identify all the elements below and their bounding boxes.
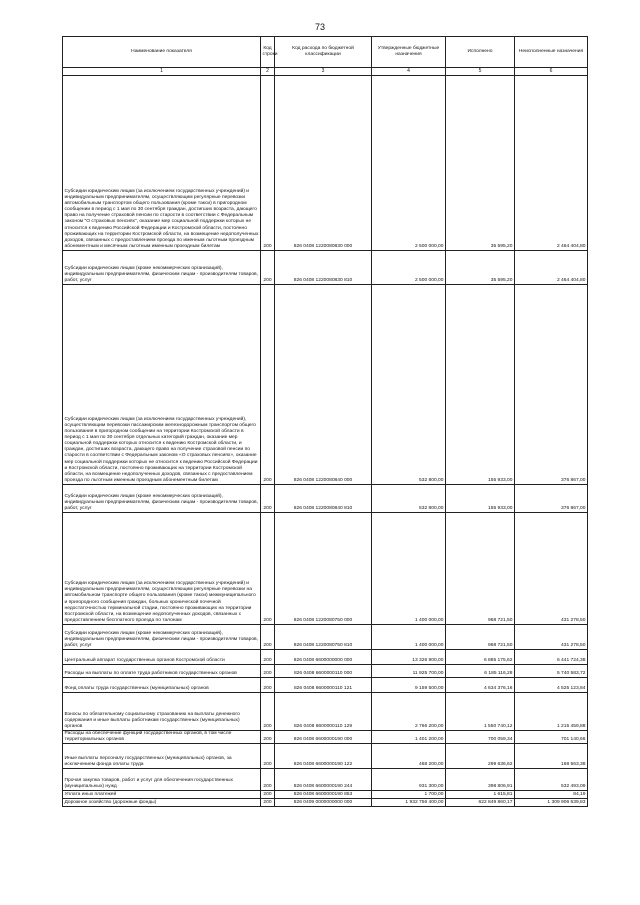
row-executed: 700 059,34 xyxy=(446,731,515,744)
row-budget-code: 826 0408 6600000110 129 xyxy=(275,693,372,731)
row-budget-code: 826 0408 6600000000 000 xyxy=(275,650,372,665)
row-budget-code: 826 0408 6600000110 000 xyxy=(275,665,372,678)
row-budget-code: 826 0409 0000000000 000 xyxy=(275,799,372,807)
row-executed: 35 595,20 xyxy=(446,76,515,251)
row-budget-code: 826 0408 6600000190 244 xyxy=(275,769,372,791)
table-row xyxy=(63,731,588,744)
header-budget-code: Код расхода по бюджетной классификации xyxy=(275,37,372,68)
column-number: 3 xyxy=(275,68,372,76)
table-row xyxy=(63,799,588,807)
row-budget-code: 826 0408 1220080750 810 xyxy=(275,625,372,650)
row-unexecuted: 4 525 123,84 xyxy=(515,678,588,693)
column-number: 6 xyxy=(515,68,588,76)
header-name: Наименование показателя xyxy=(63,37,261,68)
row-approved: 532 800,00 xyxy=(372,485,446,513)
row-line-code: 200 xyxy=(261,285,275,485)
row-executed: 155 933,00 xyxy=(446,485,515,513)
row-approved: 468 200,00 xyxy=(372,744,446,769)
page-number: 73 xyxy=(314,22,325,32)
row-name: Субсидии юридическим лицам (за исключением государственных учреждений) и индивидуальным предпринимателям, осуществляющим регулярные перевозки автомобильным транспортом общего пользования (кроме такси) в пригородном сообщении в период с 1 мая по 30 сентября граждан, достигших возраста, дающего право на получение страховой пенсии по старости в соответствии с Федеральным законом "О страховых пенсиях", оказание мер социальной поддержки которых не относится к ведению Российской Федерации и Костромской области, постоянно проживающих на территории Костромской области, на возмещение недополученных доходов, связанных с предоставлением проезда по именным льготным проездным абонементным и месячным льготным именным проездным билетам xyxy=(63,76,261,251)
table-row xyxy=(63,791,588,799)
table-row xyxy=(63,485,588,513)
header-approved: Утвержденные бюджетные назначения xyxy=(372,37,446,68)
row-name: Уплата иных платежей xyxy=(63,791,261,799)
row-line-code: 200 xyxy=(261,693,275,731)
row-unexecuted: 431 278,50 xyxy=(515,625,588,650)
row-line-code: 200 xyxy=(261,251,275,285)
row-approved: 2 766 200,00 xyxy=(372,693,446,731)
table-row xyxy=(63,769,588,791)
row-budget-code: 826 0408 1220080830 810 xyxy=(275,251,372,285)
row-budget-code: 826 0408 1220080840 000 xyxy=(275,285,372,485)
column-number: 2 xyxy=(261,68,275,76)
row-name: Субсидии юридическим лицам (за исключением государственных учреждений), осуществляющим перевозки пассажирским железнодорожным транспортом общего пользования в пригородном сообщении на территории Костромской области в период с 1 мая по 30 сентября отдельных категорий граждан, оказание мер социальной поддержки которых относится к ведению Костромской области, и граждан, достигших возраста, дающего право на получение страховой пенсии по старости в соответствии с Федеральным законом «О страховых пенсиях», оказание мер социальной поддержки которых не относится к ведению Российской Федерации и Костромской области, постоянно проживающих на территории Костромской области, на возмещение недополученных доходов, связанных с предоставлением проезда по льготным именным проездным абонементным билетам xyxy=(63,285,261,485)
row-executed: 968 721,50 xyxy=(446,625,515,650)
row-line-code: 200 xyxy=(261,513,275,625)
row-executed: 4 634 376,16 xyxy=(446,678,515,693)
row-unexecuted: 376 867,00 xyxy=(515,285,588,485)
row-line-code: 200 xyxy=(261,485,275,513)
row-line-code: 200 xyxy=(261,625,275,650)
column-number: 4 xyxy=(372,68,446,76)
table-row xyxy=(63,744,588,769)
header-executed: Исполнено xyxy=(446,37,515,68)
row-budget-code: 826 0408 6600000190 853 xyxy=(275,791,372,799)
row-executed: 968 721,50 xyxy=(446,513,515,625)
row-unexecuted: 431 278,50 xyxy=(515,513,588,625)
row-approved: 1 400 000,00 xyxy=(372,513,446,625)
row-executed: 6 885 175,62 xyxy=(446,650,515,665)
table-row xyxy=(63,76,588,251)
row-approved: 532 800,00 xyxy=(372,285,446,485)
row-budget-code: 826 0408 6600000190 122 xyxy=(275,744,372,769)
table-row xyxy=(63,665,588,678)
row-name: Субсидии юридическим лицам (кроме некоммерческих организаций), индивидуальным предпринимателям, физическим лицам - производителям товаров, работ, услуг xyxy=(63,625,261,650)
table-row xyxy=(63,650,588,665)
row-executed: 398 806,91 xyxy=(446,769,515,791)
row-line-code: 200 xyxy=(261,769,275,791)
row-name: Субсидии юридическим лицам (кроме некоммерческих организаций), индивидуальным предпринимателям, физическим лицам - производителям товаров, работ, услуг xyxy=(63,485,261,513)
row-line-code: 200 xyxy=(261,678,275,693)
table-row xyxy=(63,285,588,485)
row-name: Расходы на выплаты по оплате труда работников государственных органов xyxy=(63,665,261,678)
row-unexecuted: 2 464 404,80 xyxy=(515,251,588,285)
row-approved: 1 932 756 400,00 xyxy=(372,799,446,807)
row-name: Субсидии юридическим лицам (за исключением государственных учреждений) и индивидуальным предпринимателям, осуществляющим регулярные перевозки на автомобильном транспорте общего пользования (кроме такси) межмуниципального и пригородного сообщения граждан, больных хронической почечной недостаточностью терминальной стадии, постоянно проживающих на территории Костромской области, на возмещение недополученных доходов, связанных с предоставлением бесплатного проезда по талонам xyxy=(63,513,261,625)
row-approved: 13 326 900,00 xyxy=(372,650,446,665)
table-header-row xyxy=(63,37,588,68)
row-approved: 9 159 500,00 xyxy=(372,678,446,693)
row-name: Субсидии юридическим лицам (кроме некоммерческих организаций), индивидуальным предпринимателям, физическим лицам - производителям товаров, работ, услуг xyxy=(63,251,261,285)
row-approved: 1 400 000,00 xyxy=(372,625,446,650)
row-name: Дорожное хозяйство (дорожные фонды) xyxy=(63,799,261,807)
header-line-code: Код строки xyxy=(261,37,275,68)
row-name: Иные выплаты персоналу государственных (муниципальных) органов, за исключением фонда оплаты труда xyxy=(63,744,261,769)
row-name: Фонд оплаты труда государственных (муниципальных) органов xyxy=(63,678,261,693)
row-executed: 622 849 860,17 xyxy=(446,799,515,807)
row-approved: 11 925 700,00 xyxy=(372,665,446,678)
row-approved: 931 300,00 xyxy=(372,769,446,791)
row-unexecuted: 376 867,00 xyxy=(515,485,588,513)
budget-execution-table xyxy=(62,36,588,807)
row-approved: 2 500 000,00 xyxy=(372,251,446,285)
row-name: Взносы по обязательному социальному страхованию на выплаты денежного содержания и иные выплаты работникам государственных (муниципальных) органов xyxy=(63,693,261,731)
row-name: Центральный аппарат государственных органов Костромской области xyxy=(63,650,261,665)
row-executed: 1 615,81 xyxy=(446,791,515,799)
table-row xyxy=(63,251,588,285)
row-executed: 299 636,62 xyxy=(446,744,515,769)
row-line-code: 200 xyxy=(261,731,275,744)
table-row xyxy=(63,678,588,693)
row-unexecuted: 701 140,66 xyxy=(515,731,588,744)
column-number: 5 xyxy=(446,68,515,76)
row-budget-code: 826 0408 6600000110 121 xyxy=(275,678,372,693)
header-unexecuted: Неисполненные назначения xyxy=(515,37,588,68)
column-number: 1 xyxy=(63,68,261,76)
row-name: Расходы на обеспечение функций государственных органов, в том числе территориальных органов xyxy=(63,731,261,744)
table-row xyxy=(63,625,588,650)
row-line-code: 200 xyxy=(261,76,275,251)
row-line-code: 200 xyxy=(261,650,275,665)
row-unexecuted: 5 740 583,72 xyxy=(515,665,588,678)
column-number-row xyxy=(63,68,588,76)
row-line-code: 200 xyxy=(261,791,275,799)
row-line-code: 200 xyxy=(261,744,275,769)
row-unexecuted: 1 215 459,88 xyxy=(515,693,588,731)
row-line-code: 200 xyxy=(261,799,275,807)
row-name: Прочая закупка товаров, работ и услуг для обеспечения государственных (муниципальных) нужд xyxy=(63,769,261,791)
row-executed: 35 595,20 xyxy=(446,251,515,285)
row-budget-code: 826 0408 1220080840 810 xyxy=(275,485,372,513)
row-unexecuted: 84,19 xyxy=(515,791,588,799)
row-approved: 1 401 200,00 xyxy=(372,731,446,744)
row-unexecuted: 6 441 724,38 xyxy=(515,650,588,665)
row-unexecuted: 2 464 404,80 xyxy=(515,76,588,251)
row-budget-code: 826 0408 1220080750 000 xyxy=(275,513,372,625)
row-line-code: 200 xyxy=(261,665,275,678)
table-row xyxy=(63,513,588,625)
row-executed: 155 933,00 xyxy=(446,285,515,485)
row-approved: 1 700,00 xyxy=(372,791,446,799)
row-unexecuted: 532 493,09 xyxy=(515,769,588,791)
table-body xyxy=(63,76,588,807)
row-budget-code: 826 0408 6600000190 000 xyxy=(275,731,372,744)
row-budget-code: 826 0408 1220080830 000 xyxy=(275,76,372,251)
row-executed: 6 185 116,28 xyxy=(446,665,515,678)
row-unexecuted: 1 309 906 539,83 xyxy=(515,799,588,807)
row-approved: 2 500 000,00 xyxy=(372,76,446,251)
row-executed: 1 550 740,12 xyxy=(446,693,515,731)
row-unexecuted: 168 563,38 xyxy=(515,744,588,769)
table-row xyxy=(63,693,588,731)
